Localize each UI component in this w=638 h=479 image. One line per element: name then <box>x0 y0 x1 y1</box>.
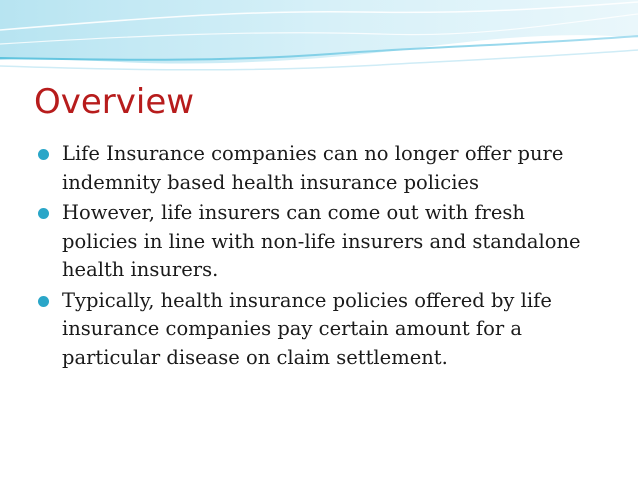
bullet-item <box>36 140 606 197</box>
bullet-list <box>36 140 606 374</box>
bullet-item <box>36 199 606 285</box>
bullet-dot-icon <box>38 208 49 219</box>
bullet-text: However, life insurers can come out with fresh policies in line with non-life insurers and standalone health insurers. <box>62 201 581 281</box>
bullet-item <box>36 287 606 373</box>
bullet-text: Typically, health insurance policies offered by life insurance companies pay certain amount for a particular disease on claim settlement. <box>62 288 552 369</box>
bullet-text: Life Insurance companies can no longer offer pure indemnity based health insurance policies <box>62 142 564 194</box>
slide-title: Overview <box>34 82 195 122</box>
bullet-dot-icon <box>38 149 49 160</box>
header-wave-decoration <box>0 0 638 80</box>
bullet-dot-icon <box>38 296 49 307</box>
